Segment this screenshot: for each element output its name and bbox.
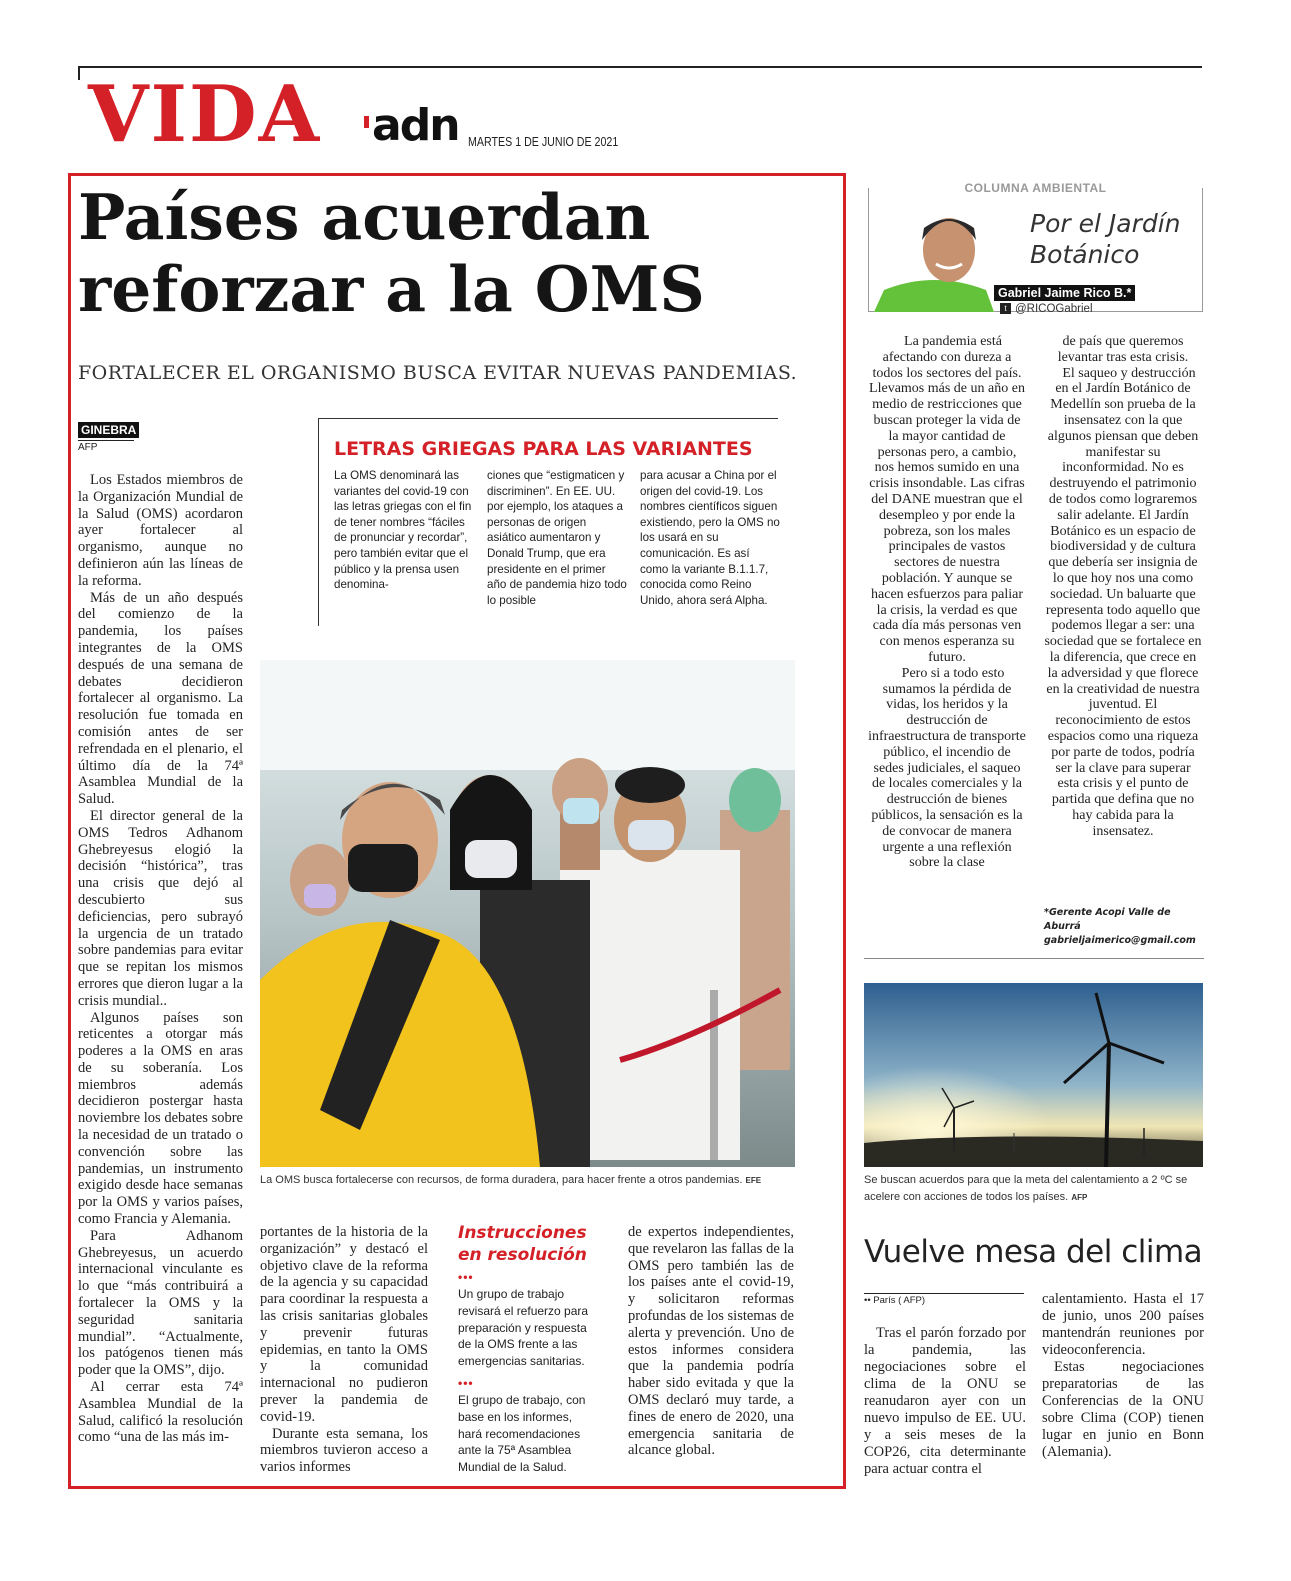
paragraph: El director general de la OMS Tedros Adhanom Ghebreyesus elogió la decisión “histórica”, tras una crisis que dejó al descubierto sus deficiencias, pero subrayó la urgencia de un tratado sobre pandemias para evitar que se repitan los mismos errores que dieron lugar a la crisis mundial..: [78, 807, 243, 1009]
paragraph: calentamiento. Hasta el 17 de junio, unos 200 países mantendrán reuniones por videoconferencia.: [1042, 1291, 1204, 1358]
caption-text: Se buscan acuerdos para que la meta del calentamiento a 2 ºC se acelere con acciones de todos los países.: [864, 1174, 1188, 1203]
author-signoff: [1044, 906, 1204, 948]
paragraph: portantes de la historia de la organización” y destacó el objetivo clave de la reforma de la agencia y su capacidad para coordinar la respuesta a las crisis sanitarias globales y prevenir futuras epidemias, en tanto la OMS y la comunidad internacional no pudieron prever la pandemia de covid-19.: [260, 1224, 428, 1425]
main-headline: Países acuerdan reforzar a la OMS: [78, 180, 705, 326]
dateline-agency: AFP: [78, 440, 134, 453]
handle-text: @RICOGabriel: [1015, 303, 1093, 315]
paragraph: Tras el parón forzado por la pandemia, las negociaciones sobre el clima de la ONU se reanudaron ayer con un nuevo impulso de EE. UU. y a seis meses de la COP26, cita determinante para actuar contra el: [864, 1325, 1026, 1477]
paragraph: La pandemia está afectando con dureza a todos los sectores del país. Llevamos más de un año en medio de restricciones que buscan proteger la vida de la mayor cantidad de personas pero, a cambio, nos hemos sumido en una crisis insondable. Las cifras del DANE muestran que el desempleo y por ende la pobreza, son los males principales de vastos sectores de nuestra población. Y aunque se hacen esfuerzos para paliar la crisis, la verdad es que cada día más personas ven con menos esperanza su futuro.: [869, 334, 1025, 665]
instruction-item-1: Un grupo de trabajo revisará el refuerzo para preparación y respuesta de la OMS frente a las emergencias sanitarias.: [458, 1287, 589, 1369]
paragraph: de expertos independientes, que revelaron las fallas de la OMS pero también las de los países ante el covid-19, y solicitaron reformas profundas de los sistemas de alerta y prevención. Uno de estos informes considera que la pandemia podría haber sido evitada y que la OMS declaró muy tarde, a fines de enero de 2020, una emergencia sanitaria de alcance global.: [628, 1224, 794, 1459]
paragraph: Para Adhanom Ghebreyesus, un acuerdo internacional vinculante es lo que “más contribuirá a fortalecer la OMS y la seguridad sanitaria mundial”. “Actualmente, los patógenos tienen más poder que la OMS”, dijo.: [78, 1227, 243, 1379]
avatar: [874, 200, 994, 312]
paragraph: El saqueo y destrucción en el Jardín Botánico de Medellín son prueba de la insensatez con la que algunos piensan que deben manifestar su inconformidad. No es destruyendo el patrimonio de todos como lograremos salir adelante. El Jardín Botánico es un espacio de biodiversidad y de cultura que debería ser insignia de lo que hoy nos una como sociedad. Un baluarte que representa todo aquello que podemos llegar a ser: una sociedad que se fortalece en la diferencia, que crece en la adversidad y que florece en la creatividad de nuestra juventud. El reconocimiento de estos espacios como una riqueza por parte de todos, podría ser la clave para superar esta crisis y el punto de partida que defina que no hay cabida para la insensatez.: [1044, 365, 1202, 839]
author-handle[interactable]: [1000, 303, 1093, 315]
sidebar-title: LETRAS GRIEGAS PARA LAS VARIANTES: [334, 438, 753, 460]
top-rule: [78, 66, 1202, 68]
signoff-role: *Gerente Acopi Valle de Aburrá: [1044, 907, 1171, 932]
climate-column-1: [864, 1325, 1026, 1478]
sidebar-column-2: ciones que “estigmaticen y discriminen”. En EE. UU. por ejemplo, los ataques a personas de origen asiático aumentaron y Donald Trump, que era presidente en el primer año de pandemia hizo todo lo posible: [487, 469, 627, 607]
opinion-column-1: [868, 334, 1026, 871]
bullet-dots: •••: [458, 1376, 474, 1390]
paragraph: Al cerrar esta 74ª Asamblea Mundial de la Salud, calificó la resolución como “una de las más im-: [78, 1379, 243, 1446]
column-divider: [864, 958, 1204, 959]
bullet-dots: •••: [458, 1270, 474, 1284]
edition-date: MARTES 1 DE JUNIO DE 2021: [468, 134, 619, 149]
article-column-1: [78, 472, 243, 1446]
article-column-4: [628, 1224, 794, 1459]
opinion-title: Por el Jardín Botánico: [1030, 209, 1181, 269]
article-column-2: [260, 1224, 428, 1476]
paragraph: Algunos países son reticentes a otorgar más poderes a la OMS en aras de su soberanía. Los miembros además decidieron postergar hasta noviembre los debates sobre la necesidad de un tratado o convención sobre las pandemias, un instrumento exigido desde hace semanas por la OMS y varios países, como Francia y Alemania.: [78, 1009, 243, 1228]
wind-turbine-illustration: [864, 983, 1203, 1167]
main-photo-caption: [260, 1174, 795, 1186]
photo-credit: EFE: [745, 1176, 762, 1185]
paragraph: Estas negociaciones preparatorias de las Conferencias de la ONU sobre Clima (COP) tienen lugar en junio en Bonn (Alemania).: [1042, 1359, 1204, 1460]
paragraph: de país que queremos levantar tras esta crisis.: [1057, 334, 1189, 365]
crowd-masks-illustration: [260, 660, 795, 1167]
climate-dateline: •• París ( AFP): [864, 1293, 1024, 1306]
section-title: VIDA: [88, 69, 322, 160]
instructions-title: Instrucciones en resolución: [458, 1223, 587, 1265]
sidebar-column-3: para acusar a China por el origen del covid-19. Los nombres científicos siguen existiendo, pero la OMS no los usará en su comunicación. Es así como la variante B.1.1.7, conocida como Reino Unido, ahora será Alpha.: [640, 469, 780, 607]
author-portrait: [874, 200, 994, 312]
opinion-label-text: COLUMNA AMBIENTAL: [956, 181, 1114, 195]
dateline-location: GINEBRA: [78, 422, 139, 438]
brand-accent: [364, 116, 369, 128]
main-deck: FORTALECER EL ORGANISMO BUSCA EVITAR NUEVAS PANDEMIAS.: [78, 362, 798, 384]
paragraph: Durante esta semana, los miembros tuvieron acceso a varios informes: [260, 1425, 428, 1476]
wind-turbines-photo: [864, 983, 1203, 1167]
signoff-email[interactable]: gabrieljaimerico@gmail.com: [1044, 935, 1196, 946]
climate-column-2: [1042, 1291, 1204, 1461]
photo-credit: AFP: [1071, 1193, 1088, 1202]
author-name: Gabriel Jaime Rico B.*: [994, 285, 1135, 301]
opinion-label: [868, 181, 1203, 195]
sidebar-column-1: La OMS denominará las variantes del covid-19 con las letras griegas con el fin de tener nombres “fáciles de pronunciar y recordar”, pero también evitar que el público y la prensa usen denomina-: [334, 469, 472, 592]
paragraph: Pero si a todo esto sumamos la pérdida de vidas, los heridos y la destrucción de infraestructura de transporte público, el incendio de sedes judiciales, el saqueo de locales comerciales y la destrucción de bienes públicos, la sensación es la de convocar de manera urgente a una reflexión sobre la clase: [868, 665, 1026, 871]
climate-headline: Vuelve mesa del clima: [864, 1234, 1203, 1270]
twitter-icon: t: [1000, 303, 1011, 314]
paragraph: Más de un año después del comienzo de la pandemia, los países integrantes de la OMS después de una semana de debates decidieron fortalecer al organismo. La resolución fue tomada en comisión antes de ser refrendada en el plenario, el último día de la 74ª Asamblea Mundial de la Salud.: [78, 589, 243, 808]
main-photo: [260, 660, 795, 1167]
top-rule-tick: [78, 66, 80, 80]
climate-photo-caption: [864, 1172, 1204, 1206]
opinion-column-2: [1044, 334, 1202, 840]
instruction-item-2: El grupo de trabajo, con base en los informes, hará recomendaciones ante la 75ª Asamblea Mundial de la Salud.: [458, 1393, 586, 1475]
brand-logo: adn: [372, 100, 459, 151]
paragraph: Los Estados miembros de la Organización Mundial de la Salud (OMS) acordaron ayer fortalecer al organismo, aunque no definieron aún las líneas de la reforma.: [78, 472, 243, 589]
caption-text: La OMS busca fortalecerse con recursos, de forma duradera, para hacer frente a otros pandemias.: [260, 1174, 743, 1186]
